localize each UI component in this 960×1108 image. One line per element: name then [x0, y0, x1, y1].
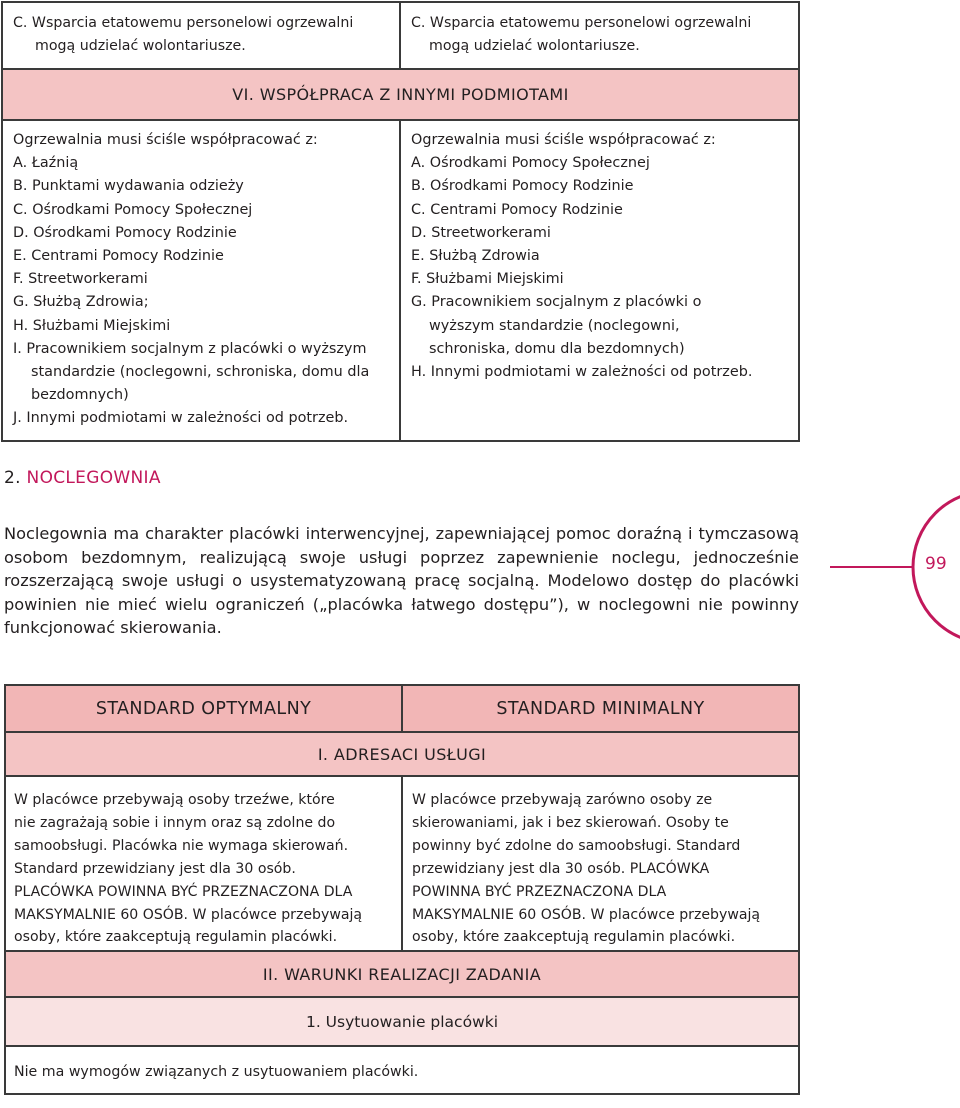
text-line: W placówce przebywają osoby trzeźwe, które — [14, 792, 335, 808]
text-line: osoby, które zaakceptują regulamin placówki. — [14, 929, 338, 946]
list-item: B. Punktami wydawania odzieży — [13, 178, 244, 195]
list-item: H. Innymi podmiotami w zależności od potrzeb. — [411, 364, 753, 381]
recipients-minimal-cell — [402, 776, 799, 951]
top-right-cell — [400, 2, 799, 69]
top-left-cell — [2, 2, 400, 69]
list-item: G. Pracownikiem socjalnym z placówki o wyższym standardzie (noclegowni, schroniska, domu dla bezdomnych) — [411, 294, 702, 357]
text-line: C. Wsparcia etatowemu personelowi ogrzewalni — [13, 15, 354, 31]
list-item: I. Pracownikiem socjalnym z placówki o wyższym standardzie (noclegowni, schroniska, domu dla bezdomnych) — [13, 340, 370, 404]
list-item: D. Ośrodkami Pomocy Rodzinie — [13, 224, 237, 241]
list-item: D. Streetworkerami — [411, 224, 551, 241]
section-number: 2. — [4, 468, 21, 488]
text-line: powinny być zdolne do samoobsługi. Standard — [412, 837, 741, 854]
section-heading — [4, 468, 161, 488]
section-header-adresaci — [5, 732, 799, 776]
col-header-minimal-text: STANDARD MINIMALNY — [496, 698, 705, 719]
section-header-text: VI. WSPÓŁPRACA Z INNYMI PODMIOTAMI — [232, 85, 569, 104]
text-line: POWINNA BYĆ PRZEZNACZONA DLA — [412, 883, 667, 900]
list-item: A. Łaźnią — [13, 155, 79, 172]
text-line: W placówce przebywają zarówno osoby ze — [412, 792, 713, 808]
location-cell — [5, 1046, 799, 1094]
list-item: E. Służbą Zdrowia — [411, 248, 540, 265]
text-line: skierowaniami, jak i bez skierowań. Osoby te — [412, 814, 729, 831]
text-line: mogą udzielać wolontariusze. — [35, 38, 246, 55]
list-item: C. Centrami Pomocy Rodzinie — [411, 201, 623, 218]
text-line: przewidziany jest dla 30 osób. PLACÓWKA — [412, 860, 710, 877]
list-item: E. Centrami Pomocy Rodzinie — [13, 248, 224, 265]
text-line: MAKSYMALNIE 60 OSÓB. W placówce przebywają — [412, 906, 761, 923]
col-header-optimal — [5, 685, 402, 732]
text-line: PLACÓWKA POWINNA BYĆ PRZEZNACZONA DLA — [14, 883, 353, 900]
text-line: nie zagrażają sobie i innym oraz są zdolne do — [14, 814, 336, 831]
location-text: Nie ma wymogów związanych z usytuowaniem placówki. — [14, 1063, 419, 1080]
subsection-header-text: 1. Usytuowanie placówki — [305, 1013, 499, 1031]
page-number: 99 — [925, 554, 947, 574]
list-item: C. Ośrodkami Pomocy Społecznej — [13, 201, 253, 218]
text-line: osoby, które zaakceptują regulamin placówki. — [412, 929, 736, 946]
subsection-header-usytuowanie — [5, 997, 799, 1046]
section-header-text: I. ADRESACI USŁUGI — [317, 744, 487, 764]
section-paragraph: Noclegownia ma charakter placówki interwencyjnej, zapewniającej pomoc doraźną i tymczasową osobom bezdomnym, realizującą swoje usługi poprzez zapewnienie noclegu, jednocześnie rozszerzającą swoje usługi o usystematyzowaną pracę socjalną. Modelowo dostęp do placówki powinien nie mieć wielu ograniczeń („placówka łatwego dostępu”), w noclegowni nie powinny funkcjonować skierowania. — [4, 524, 799, 638]
cooperation-intro: Ogrzewalnia musi ściśle współpracować z: — [13, 132, 318, 148]
list-item: F. Streetworkerami — [13, 271, 148, 288]
col-header-minimal — [402, 685, 799, 732]
text-line: samoobsługi. Placówka nie wymaga skierowań. — [14, 837, 349, 854]
list-item: F. Służbami Miejskimi — [411, 271, 564, 288]
section-header-text: II. WARUNKI REALIZACJI ZADANIA — [262, 964, 542, 984]
section-title: NOCLEGOWNIA — [26, 468, 161, 488]
noclegownia-standards-table — [4, 684, 800, 1095]
section-header-warunki — [5, 951, 799, 997]
text-line: mogą udzielać wolontariusze. — [429, 38, 640, 55]
list-item: J. Innymi podmiotami w zależności od potrzeb. — [13, 410, 349, 427]
list-item: G. Służbą Zdrowia; — [13, 294, 149, 311]
text-line: MAKSYMALNIE 60 OSÓB. W placówce przebywają — [14, 906, 363, 923]
list-item: A. Ośrodkami Pomocy Społecznej — [411, 155, 650, 172]
col-header-optimal-text: STANDARD OPTYMALNY — [95, 698, 312, 719]
cooperation-minimal-cell — [400, 120, 799, 441]
text-line: Standard przewidziany jest dla 30 osób. — [14, 860, 296, 877]
list-item: H. Służbami Miejskimi — [13, 317, 171, 334]
text-line: C. Wsparcia etatowemu personelowi ogrzewalni — [411, 15, 752, 31]
top-standards-table — [1, 1, 800, 442]
list-item: B. Ośrodkami Pomocy Rodzinie — [411, 178, 634, 195]
cooperation-optimal-cell — [2, 120, 400, 441]
cooperation-intro: Ogrzewalnia musi ściśle współpracować z: — [411, 132, 716, 148]
section-header-vi — [2, 69, 799, 120]
recipients-optimal-cell — [5, 776, 402, 951]
